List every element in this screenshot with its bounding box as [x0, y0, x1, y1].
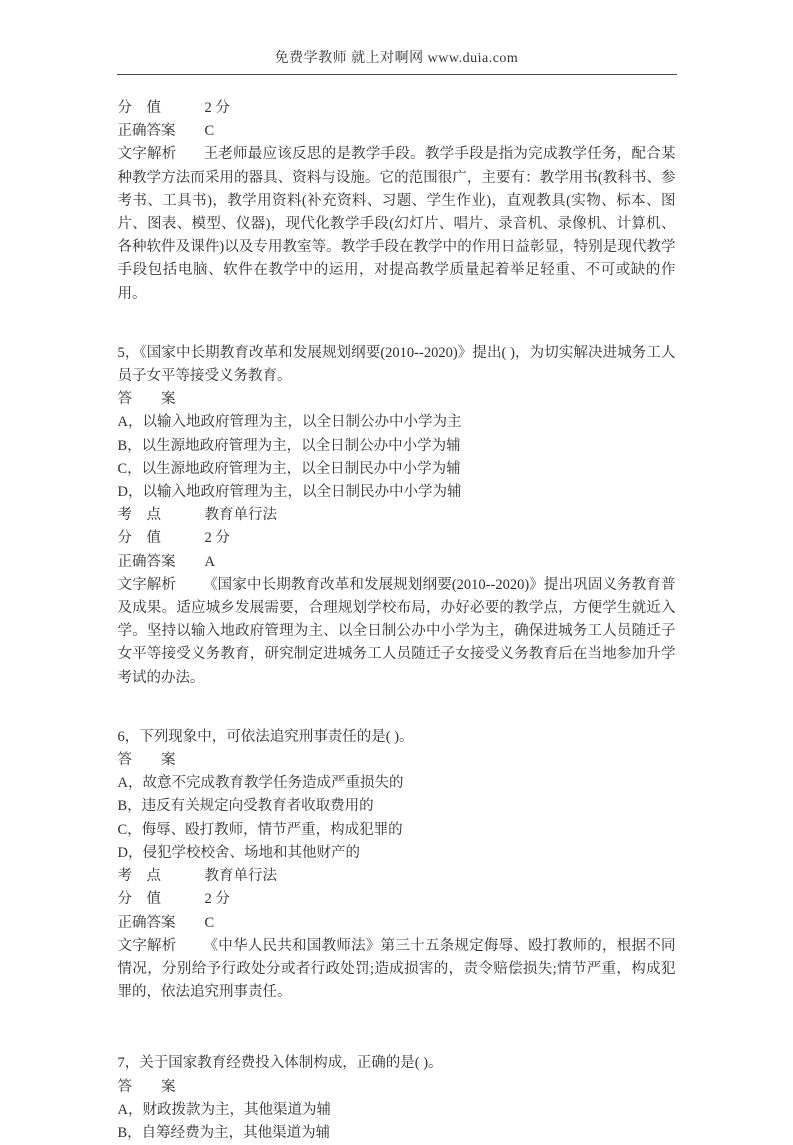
answer-label: 答 案 [117, 391, 176, 408]
meta-value: 2 分 [204, 100, 230, 116]
option-b: B，以生源地政府管理为主，以全日制公办中小学为辅 [117, 437, 461, 454]
page-header [0, 0, 793, 75]
analysis-label: 文字解析 [117, 146, 177, 163]
analysis-paragraph [118, 935, 676, 1005]
analysis-label: 文字解析 [117, 937, 177, 954]
meta-value: 2 分 [204, 891, 230, 908]
question-block [118, 726, 676, 1004]
meta-label: 正确答案 [117, 553, 176, 570]
analysis-label: 文字解析 [117, 576, 177, 593]
answer-label: 答 案 [117, 752, 176, 769]
meta-value: C [204, 123, 215, 140]
meta-label: 分 值 [117, 891, 161, 908]
answer-label: 答 案 [117, 1078, 176, 1095]
meta-row [118, 97, 676, 120]
question-block [118, 97, 676, 306]
analysis-text: 王老师最应该反思的是教学手段。教学手段是指为完成教学任务，配合某种教学方法而采用的器具、资料与设施。它的范围很广，主要有：教学用书(教科书、参考书、工具书)，教学用资料(补充资料、习题、学生作业)，直观教具(实物、标本、图片、图表、模型、仪器)，现代化教学手段(幻灯片、唱片、录音机、录像机、计算机、各种软件及课件)以及专用教室等。教学手段在教学中的作用日益彰显，特别是现代教学手段包括电脑、软件在教学中的运用，对提高教学质量起着举足轻重、不可或缺的作用。 [117, 146, 676, 302]
meta-row [118, 912, 676, 935]
meta-value: 2 分 [204, 530, 230, 547]
option-b: B，违反有关规定向受教育者收取费用的 [117, 798, 374, 815]
meta-label: 分 值 [117, 530, 161, 547]
analysis-paragraph [118, 574, 676, 690]
question-list [118, 97, 676, 1145]
option-c: C，以生源地政府管理为主，以全日制民办中小学为辅 [117, 460, 461, 477]
option-a: A，故意不完成教育教学任务造成严重损失的 [117, 775, 404, 792]
meta-label: 正确答案 [117, 914, 176, 931]
meta-row [118, 888, 676, 911]
document-body [118, 75, 676, 1145]
analysis-paragraph [118, 143, 676, 305]
meta-label: 正确答案 [117, 123, 176, 140]
option-d: D，侵犯学校校舍、场地和其他财产的 [117, 844, 360, 861]
meta-value: A [204, 553, 215, 570]
meta-label: 考 点 [117, 507, 161, 524]
meta-row [118, 551, 676, 574]
meta-row [118, 504, 676, 527]
meta-label: 分 值 [117, 100, 161, 116]
option-c: C，侮辱、殴打教师，情节严重，构成犯罪的 [117, 821, 403, 838]
option-a: A，以输入地政府管理为主，以全日制公办中小学为主 [117, 414, 462, 431]
analysis-text: 《国家中长期教育改革和发展规划纲要(2010--2020)》提出巩固义务教育普及成果。适应城乡发展需要，合理规划学校布局，办好必要的教学点，方便学生就近入学。坚持以输入地政府管理为主、以全日制公办中小学为主，确保进城务工人员随迁子女平等接受义务教育，研究制定进城务工人员随迁子女接受义务教育后在当地参加升学考试的办法。 [117, 576, 676, 686]
meta-row [118, 865, 676, 888]
question-text: 6，下列现象中，可依法追究刑事责任的是( )。 [117, 728, 414, 745]
meta-value: 教育单行法 [204, 507, 277, 524]
analysis-text: 《中华人民共和国教师法》第三十五条规定侮辱、殴打教师的，根据不同情况，分别给予行政处分或者行政处罚;造成损害的，责令赔偿损失;情节严重，构成犯罪的，依法追究刑事责任。 [117, 937, 676, 1001]
meta-label: 考 点 [117, 868, 161, 885]
option-d: D，以输入地政府管理为主，以全日制民办中小学为辅 [117, 484, 462, 501]
site-tagline: 免费学教师 就上对啊网 www.duia.com [274, 51, 519, 66]
meta-row [118, 120, 676, 143]
meta-value: C [204, 914, 215, 931]
question-text: 5，《国家中长期教育改革和发展规划纲要(2010--2020)》提出( )，为切实解决进城务工人员子女平等接受义务教育。 [117, 344, 676, 385]
meta-value: 教育单行法 [204, 868, 277, 885]
option-b: B，自筹经费为主，其他渠道为辅 [117, 1124, 331, 1141]
option-a: A，财政拨款为主，其他渠道为辅 [117, 1101, 331, 1118]
question-text: 7，关于国家教育经费投入体制构成，正确的是( )。 [117, 1055, 443, 1072]
question-block [118, 342, 676, 690]
question-block [118, 1052, 676, 1145]
meta-row [118, 527, 676, 550]
